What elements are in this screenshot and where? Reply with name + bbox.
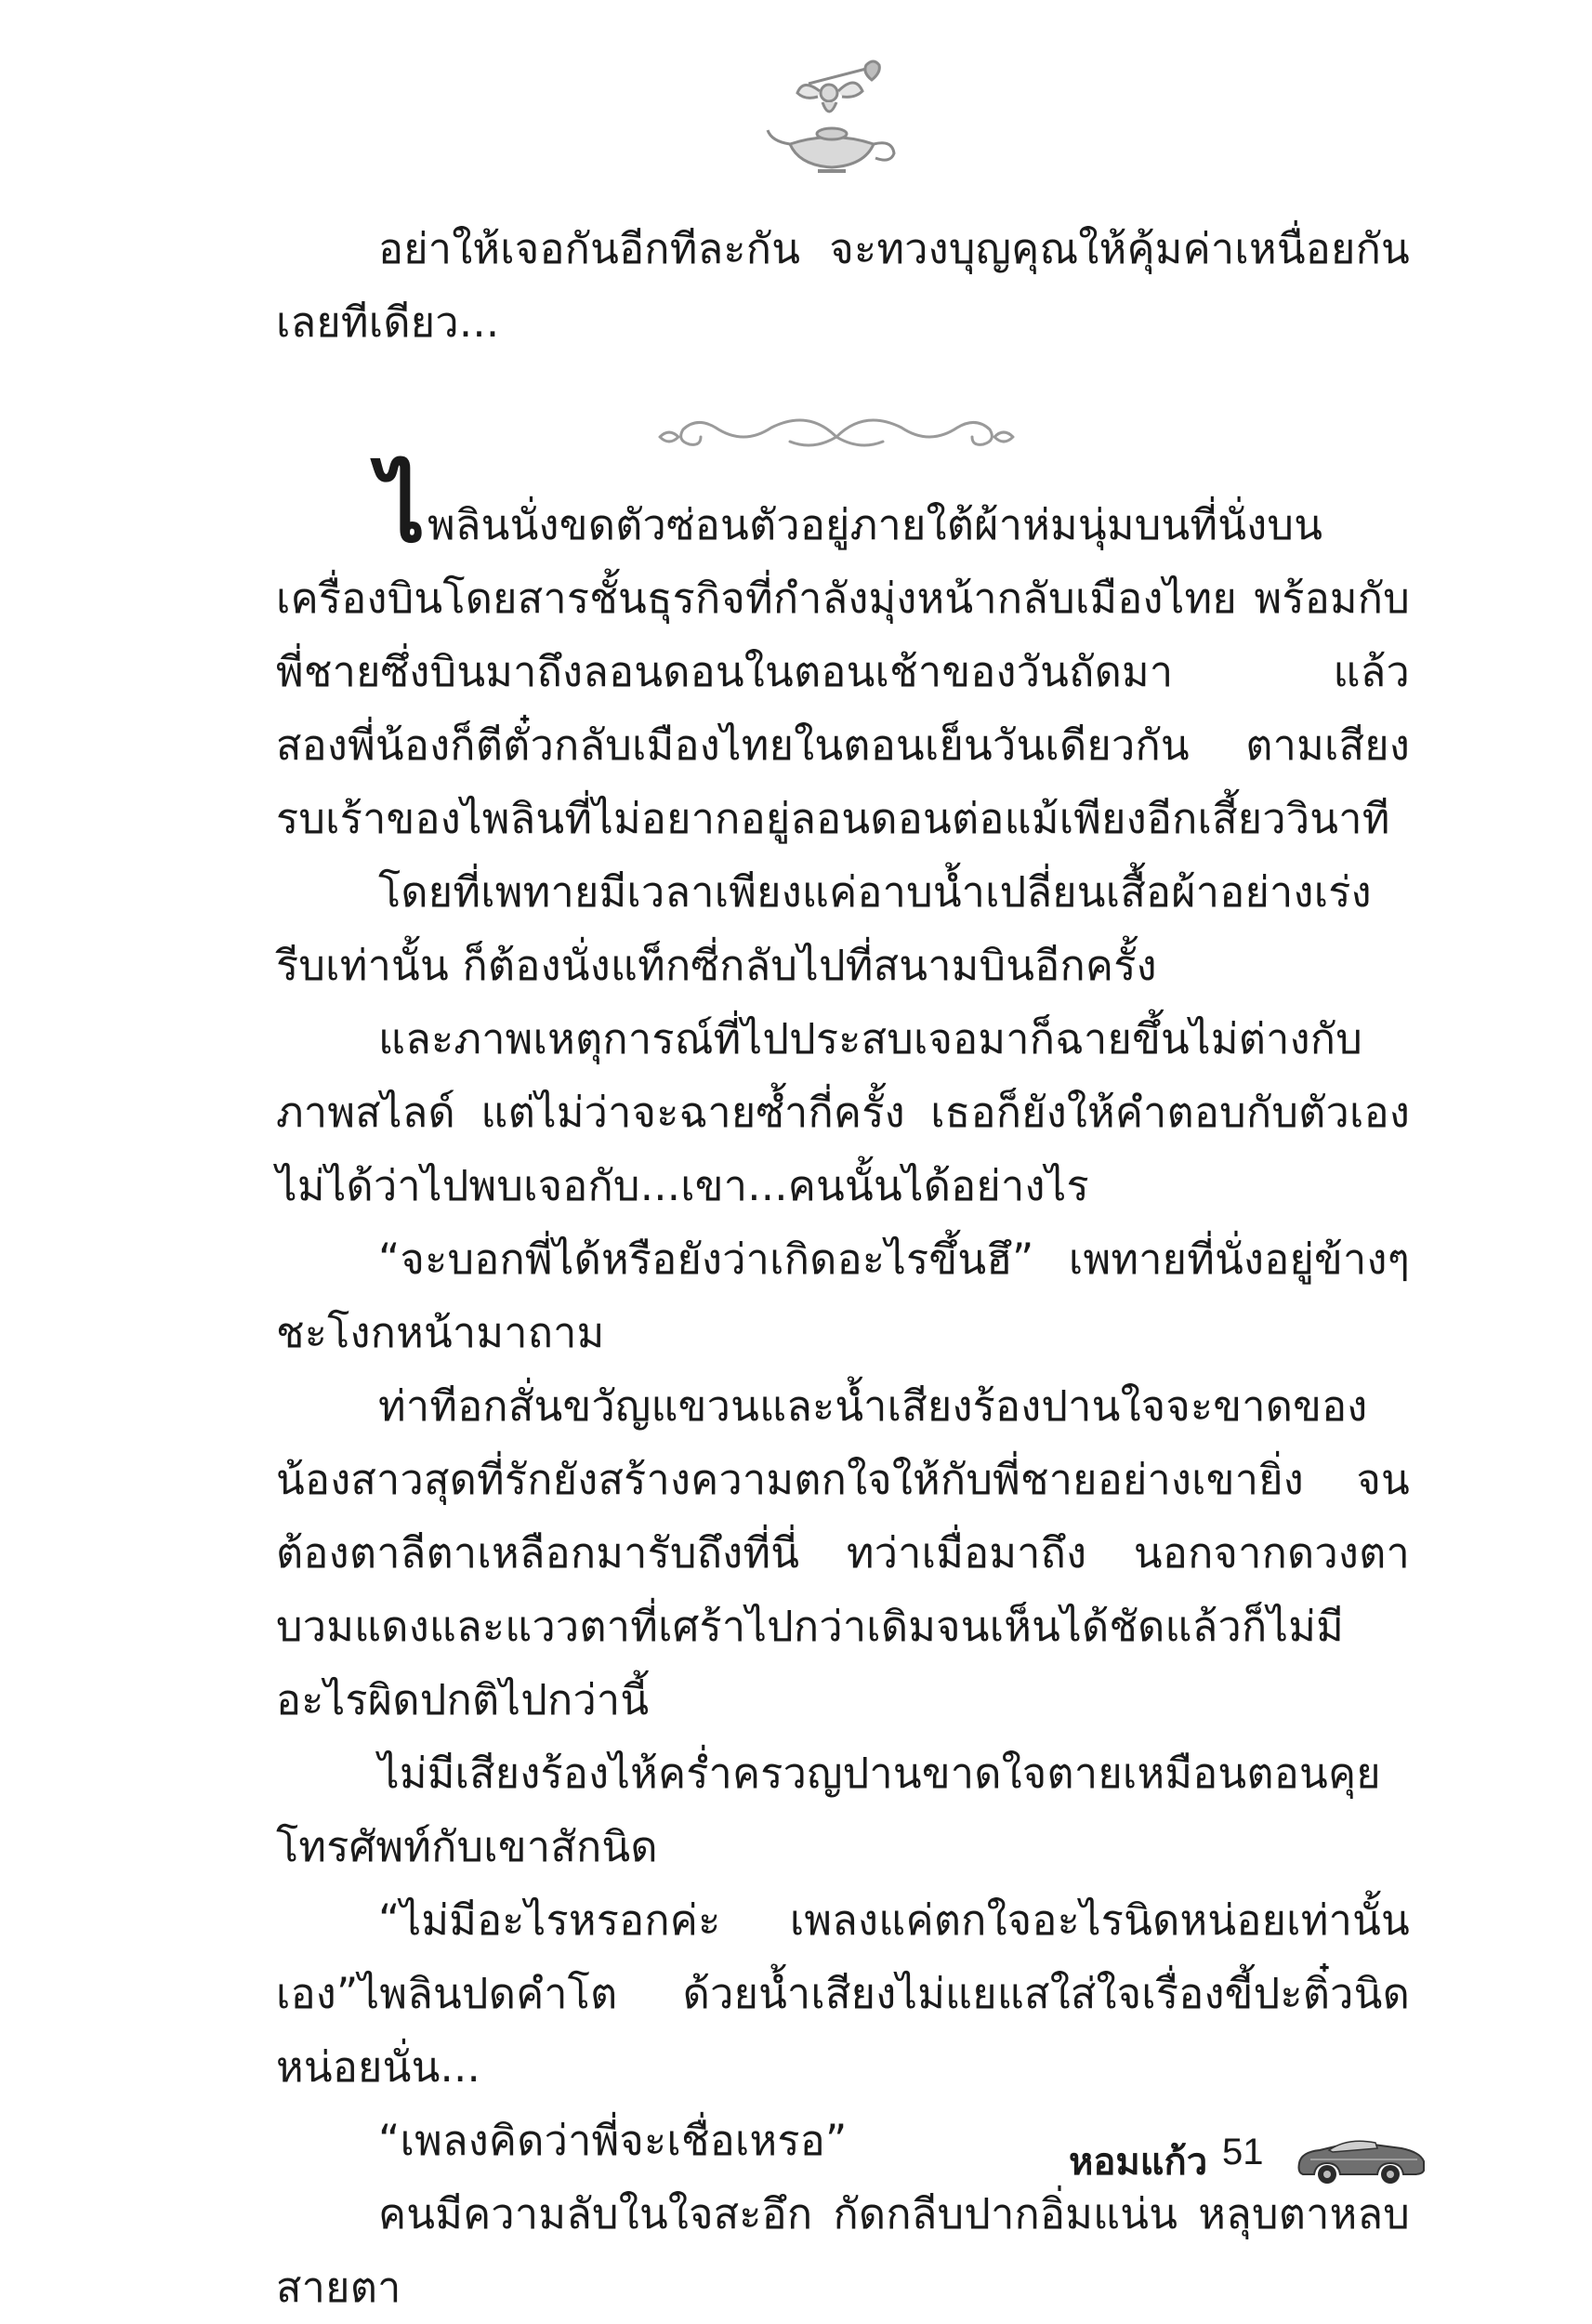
chapter-body (276, 454, 1410, 2324)
paragraph-4: ท่าทีอกสั่นขวัญแขวนและน้ำเสียงร้องปานใจจะขาดของน้องสาวสุดที่รักยังสร้างความตกใจให้กับพี่ชายอย่างเขายิ่ง จนต้องตาลีตาเหลือกมารับถึงที่นี่ ทว่าเมื่อมาถึง นอกจากดวงตาบวมแดงและแววตาที่เศร้าไปกว่าเดิมจนเห็นได้ชัดแล้วก็ไม่มีอะไรผิดปกติไปกว่านี้ (276, 1381, 1410, 1724)
cupid-lamp-ornament-icon (762, 56, 901, 177)
first-paragraph: พลินนั่งขดตัวซ่อนตัวอยู่ภายใต้ผ้าห่มนุ่มบนที่นั่งบนเครื่องบินโดยสารชั้นธุรกิจที่กำลังมุ่งหน้ากลับเมืองไทย พร้อมกับพี่ชายซึ่งบินมาถึงลอนดอนในตอนเช้าของวันถัดมา แล้วสองพี่น้องก็ตีตั๋วกลับเมืองไทยในตอนเย็นวันเดียวกัน ตามเสียงรบเร้าของไพลินที่ไม่อยากอยู่ลอนดอนต่อแม้เพียงอีกเสี้ยววินาที (276, 500, 1410, 843)
page-number: 51 (1222, 2132, 1264, 2172)
paragraph-2: และภาพเหตุการณ์ที่ไปประสบเจอมาก็ฉายขึ้นไม่ต่างกับภาพสไลด์ แต่ไม่ว่าจะฉายซ้ำกี่ครั้ง เธอก็ยังให้คำตอบกับตัวเองไม่ได้ว่าไปพบเจอกับ...เขา...คนนั้นได้อย่างไร (276, 1014, 1410, 1210)
paragraph-5: ไม่มีเสียงร้องไห้คร่ำครวญปานขาดใจตายเหมือนตอนคุยโทรศัพท์กับเขาสักนิด (276, 1749, 1381, 1871)
intro-section (276, 212, 1410, 359)
drop-cap-letter: ไ (378, 454, 426, 563)
first-paragraph-wrap (276, 454, 1410, 855)
paragraph-3: “จะบอกพี่ได้หรือยังว่าเกิดอะไรขึ้นฮึ” เพทายที่นั่งอยู่ข้างๆชะโงกหน้ามาถาม (276, 1235, 1410, 1357)
book-title: หอมแก้ว (1069, 2142, 1208, 2183)
intro-paragraph: อย่าให้เจอกันอีกทีละกัน จะทวงบุญคุณให้คุ้มค่าเหนื่อยกันเลยทีเดียว... (276, 224, 1410, 347)
paragraph-7: “เพลงคิดว่าพี่จะเชื่อเหรอ” (378, 2116, 848, 2165)
paragraph-8: คนมีความลับในใจสะอึก กัดกลีบปากอิ่มแน่น หลุบตาหลบสายตา (276, 2189, 1410, 2312)
paragraph-6: “ไม่มีอะไรหรอกค่ะ เพลงแค่ตกใจอะไรนิดหน่อยเท่านั้นเอง”ไพลินปดคำโต ด้วยน้ำเสียงไม่แยแสใส่ใจเรื่องขี้ปะติ๋วนิดหน่อยนั่น... (276, 1895, 1410, 2092)
page-footer (1069, 2124, 1459, 2189)
scroll-divider-icon (651, 400, 1022, 474)
convertible-car-icon (1292, 2124, 1431, 2189)
paragraph-1: โดยที่เพทายมีเวลาเพียงแค่อาบน้ำเปลี่ยนเสื้อผ้าอย่างเร่งรีบเท่านั้น ก็ต้องนั่งแท็กซี่กลับไปที่สนามบินอีกครั้ง (276, 867, 1372, 990)
